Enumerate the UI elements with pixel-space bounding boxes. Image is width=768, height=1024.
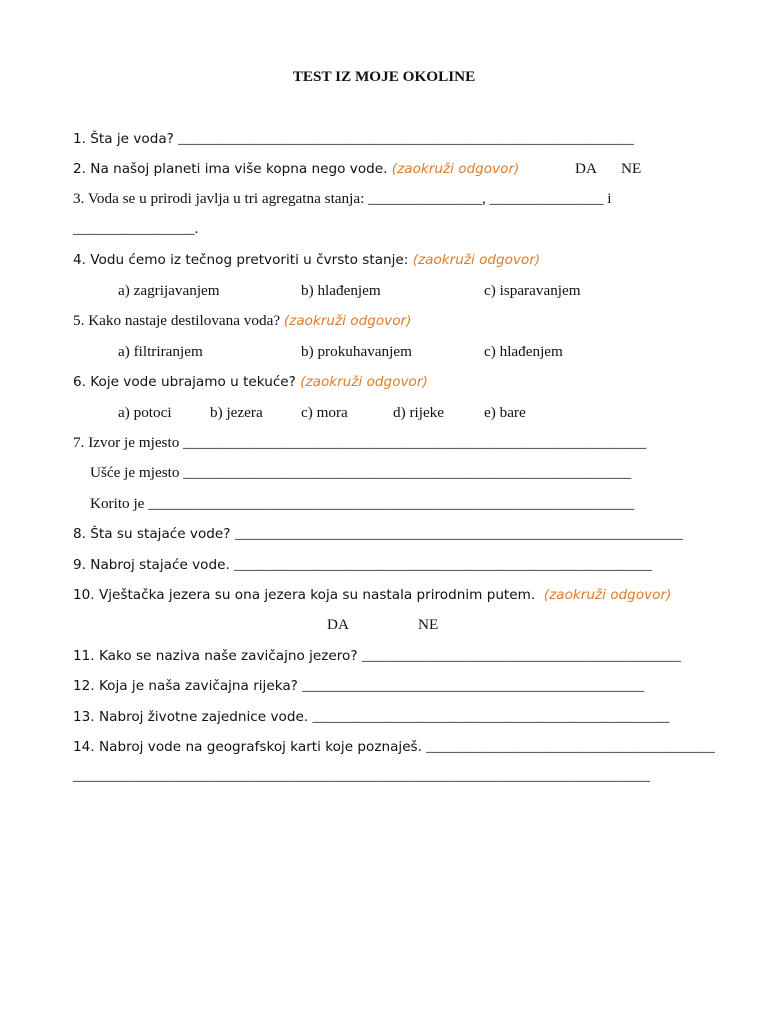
question-4-text: 4. Vodu ćemo iz tečnog pretvoriti u čvrsto stanje: [73,252,413,268]
question-10-text: 10. Vještačka jezera su ona jezera koja su nastala prirodnim putem. [73,587,544,603]
question-6-text: 6. Koje vode ubrajamo u tekuće? [73,374,301,390]
option-6d[interactable]: d) rijeke [393,404,445,421]
option-4c[interactable]: c) isparavanjem [484,282,581,299]
question-7-korito[interactable]: Korito je ________________________________________________________________ [90,495,635,512]
answer-blank-13[interactable]: _______________________________________________ [312,708,670,725]
option-6a[interactable]: a) potoci [118,404,172,421]
answer-blank-9[interactable]: _______________________________________________________ [234,556,652,573]
question-13 [73,708,669,726]
question-12-text: 12. Koja je naša zavičajna rijeka? [73,678,303,694]
question-1 [73,130,634,148]
circle-answer-hint: (zaokruži odgovor) [412,252,541,268]
answer-blank-8[interactable]: ___________________________________________________________ [234,525,683,542]
question-6 [73,373,428,391]
question-2 [73,160,519,178]
question-13-text: 13. Nabroj životne zajednice vode. [73,709,313,725]
answer-blank-3[interactable]: ________________. [73,220,199,237]
option-6e[interactable]: e) bare [484,404,526,421]
circle-answer-hint: (zaokruži odgovor) [391,161,520,177]
question-7-izvor[interactable]: 7. Izvor je mjesto _____________________________________________________________ [73,434,647,451]
circle-answer-hint: (zaokruži odgovor) [543,587,672,603]
answer-blank-12[interactable]: _____________________________________________ [302,677,644,694]
option-6b[interactable]: b) jezera [210,404,263,421]
answer-da[interactable]: DA [575,160,597,177]
option-5b[interactable]: b) prokuhavanjem [301,343,412,360]
circle-answer-hint: (zaokruži odgovor) [283,313,412,329]
option-4b[interactable]: b) hlađenjem [301,282,381,299]
question-2-text: 2. Na našoj planeti ima više kopna nego vode. [73,161,392,177]
question-11 [73,647,681,665]
question-10 [73,586,671,604]
question-4 [73,251,540,269]
answer-ne[interactable]: NE [621,160,642,177]
question-5 [73,312,411,330]
question-9-text: 9. Nabroj stajaće vode. [73,557,235,573]
option-6c[interactable]: c) mora [301,404,348,421]
question-12 [73,677,644,695]
question-9 [73,556,652,574]
question-1-text: 1. Šta je voda? [73,131,179,147]
question-14-text: 14. Nabroj vode na geografskoj karti koje poznaješ. [73,739,427,755]
question-8-text: 8. Šta su stajaće vode? [73,526,235,542]
option-5c[interactable]: c) hlađenjem [484,343,563,360]
page-title: TEST IZ MOJE OKOLINE [292,68,476,85]
question-11-text: 11. Kako se naziva naše zavičajno jezero? [73,648,362,664]
option-4a[interactable]: a) zagrijavanjem [118,282,220,299]
question-8 [73,525,683,543]
answer-da[interactable]: DA [327,616,349,633]
question-3-text: 3. Voda se u prirodi javlja u tri agregatna stanja: _______________, _______________ i [73,190,612,207]
answer-blank-14-continued[interactable]: ____________________________________________________________________________ [73,767,651,784]
answer-ne[interactable]: NE [418,616,439,633]
circle-answer-hint: (zaokruži odgovor) [300,374,428,390]
answer-blank-14[interactable]: ______________________________________ [426,738,715,755]
question-5-text: 5. Kako nastaje destilovana voda? [73,312,284,329]
option-5a[interactable]: a) filtriranjem [118,343,203,360]
question-7-usce[interactable]: Ušće je mjesto ___________________________________________________________ [90,464,632,481]
answer-blank-1[interactable]: ____________________________________________________________ [178,130,634,147]
question-14 [73,738,715,756]
answer-blank-11[interactable]: __________________________________________ [361,647,681,664]
